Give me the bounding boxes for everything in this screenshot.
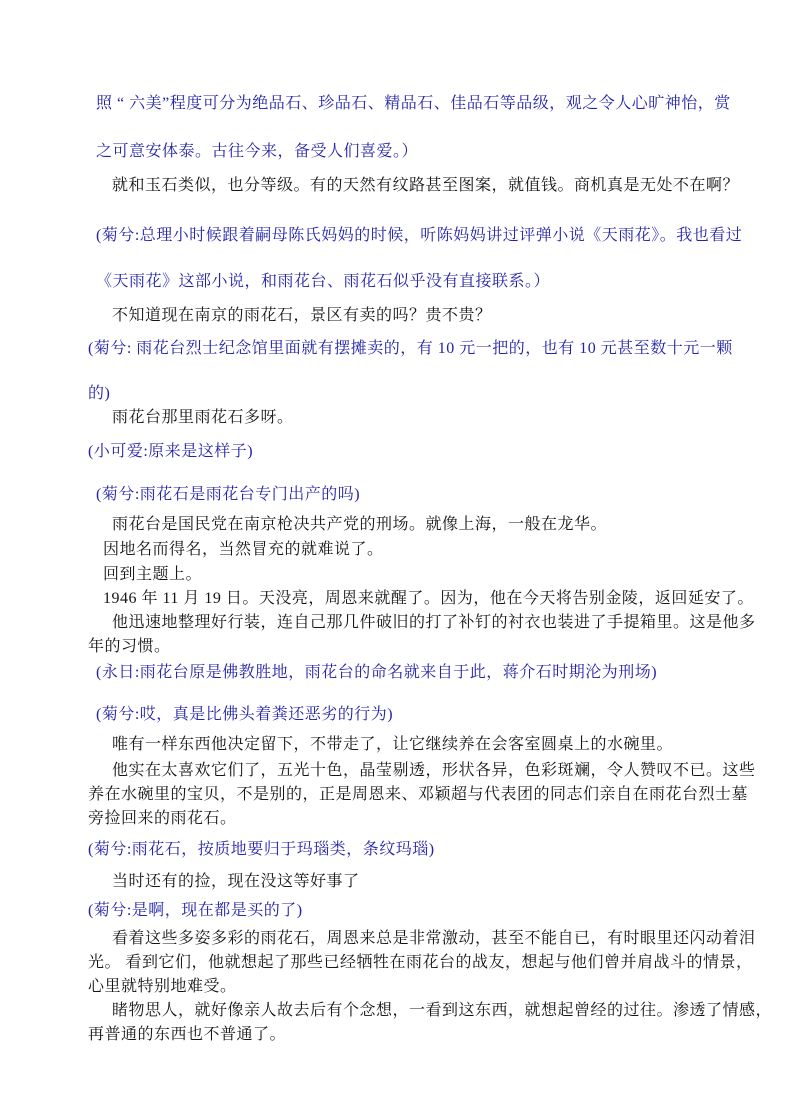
text-line: 当时还有的捡，现在没这等好事了 bbox=[112, 873, 360, 890]
text-line: 就和玉石类似，也分等级。有的天然有纹路甚至图案，就值钱。商机真是无处不在啊？ bbox=[112, 177, 740, 194]
text-line: (菊兮:雨花石是雨花台专门出产的吗) bbox=[96, 486, 361, 503]
text-line: 不知道现在南京的雨花石，景区有卖的吗？贵不贵？ bbox=[112, 307, 492, 324]
text-line: 雨花台那里雨花石多呀。 bbox=[112, 409, 294, 426]
text-line: (菊兮:是啊，现在都是买的了) bbox=[88, 902, 303, 919]
text-line: 照 “ 六美”程度可分为绝品石、珍品石、精品石、佳品石等品级，观之令人心旷神怡，赏 bbox=[96, 95, 731, 112]
text-line: 他实在太喜欢它们了，五光十色，晶莹剔透，形状各异，色彩斑斓，令人赞叹不已。这些 bbox=[112, 762, 756, 779]
text-line: (菊兮:雨花石，按质地要归于玛瑙类，条纹玛瑙) bbox=[88, 841, 435, 858]
text-line: (菊兮:总理小时候跟着嗣母陈氏妈妈的时候，听陈妈妈讲过评弹小说《天雨花》。我也看过 bbox=[96, 227, 743, 244]
text-line: 因地名而得名，当然冒充的就难说了。 bbox=[103, 541, 384, 558]
text-line: 他迅速地整理好行装，连自己那几件破旧的打了补钉的衬衣也装进了手提箱里。这是他多 bbox=[112, 614, 756, 631]
text-line: (菊兮: 雨花台烈士纪念馆里面就有摆摊卖的，有 10 元一把的，也有 10 元甚至数十元一颗 bbox=[88, 340, 733, 357]
text-line: 心里就特别地难受。 bbox=[88, 978, 237, 995]
text-line: 《天雨花》这部小说，和雨花台、雨花石似乎没有直接联系。） bbox=[96, 273, 551, 290]
text-line: 的) bbox=[88, 385, 111, 402]
text-line: 睹物思人，就好像亲人故去后有个念想，一看到这东西，就想起曾经的过往。渗透了情感， bbox=[112, 1002, 773, 1019]
text-line: 旁捡回来的雨花石。 bbox=[88, 810, 237, 827]
text-line: 唯有一样东西他决定留下，不带走了，让它继续养在会客室圆桌上的水碗里。 bbox=[112, 736, 674, 753]
text-line: 雨花台是国民党在南京枪决共产党的刑场。就像上海，一般在龙华。 bbox=[112, 516, 608, 533]
text-line: 1946 年 11 月 19 日。天没亮，周恩来就醒了。因为，他在今天将告别金陵，返回延安了。 bbox=[103, 590, 754, 607]
text-line: 再普通的东西也不普通了。 bbox=[88, 1026, 287, 1043]
text-line: 看着这些多姿多彩的雨花石，周恩来总是非常激动，甚至不能自已，有时眼里还闪动着泪 bbox=[112, 930, 756, 947]
text-line: 回到主题上。 bbox=[103, 566, 203, 583]
text-line: (菊兮:哎，真是比佛头着粪还恶劣的行为) bbox=[96, 706, 394, 723]
text-line: 之可意安体泰。古往今来，备受人们喜爱。） bbox=[96, 143, 419, 160]
text-line: (永日:雨花台原是佛教胜地，雨花台的命名就来自于此，蒋介石时期沦为刑场) bbox=[96, 664, 658, 681]
text-line: 养在水碗里的宝贝，不是别的，正是周恩来、邓颖超与代表团的同志们亲自在雨花台烈士墓 bbox=[88, 786, 749, 803]
document-body bbox=[88, 92, 773, 1047]
text-line: (小可爱:原来是这样子) bbox=[88, 443, 254, 460]
text-line: 光。 看到它们，他就想起了那些已经牺牲在雨花台的战友，想起与他们曾并肩战斗的情景， bbox=[88, 954, 753, 971]
text-line: 年的习惯。 bbox=[88, 638, 171, 655]
